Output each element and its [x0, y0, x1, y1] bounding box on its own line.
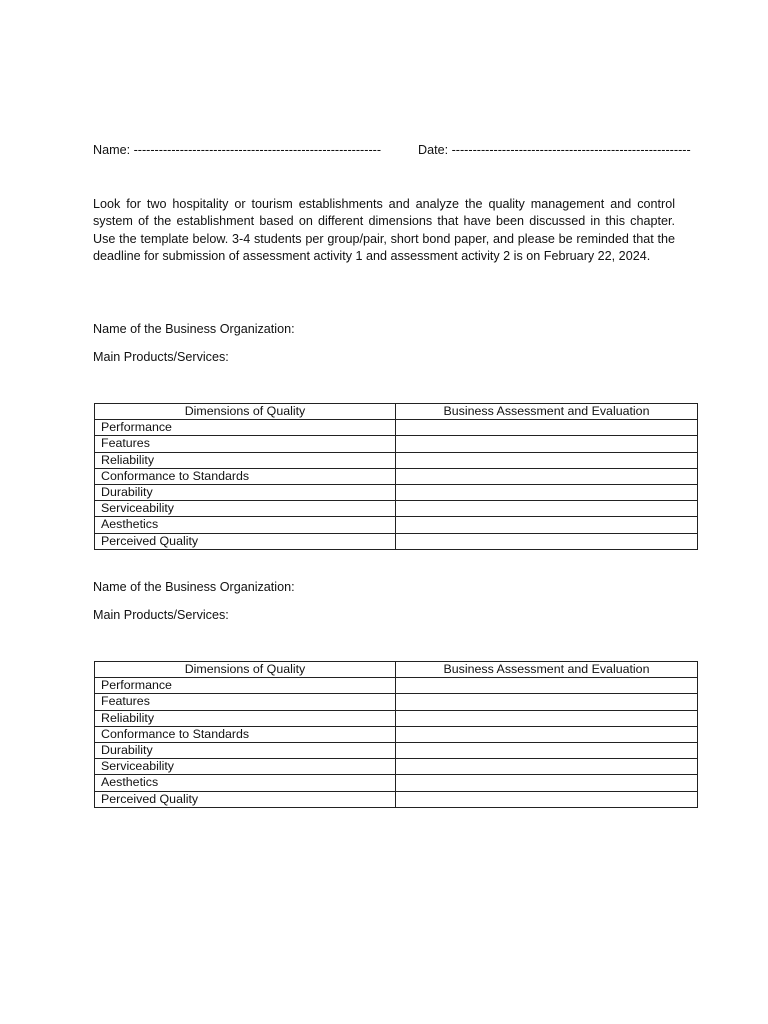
dimension-cell: Aesthetics [95, 517, 396, 533]
assessment-cell [396, 742, 698, 758]
dimension-cell: Reliability [95, 452, 396, 468]
assessment-cell [396, 791, 698, 807]
main-products-label: Main Products/Services: [93, 608, 229, 622]
assessment-cell [396, 775, 698, 791]
table-row [95, 420, 698, 436]
table-row [95, 533, 698, 549]
assessment-cell [396, 517, 698, 533]
dimension-cell: Durability [95, 742, 396, 758]
assessment-cell [396, 694, 698, 710]
business-organization-label: Name of the Business Organization: [93, 580, 295, 594]
dimension-cell: Conformance to Standards [95, 468, 396, 484]
dimensions-header: Dimensions of Quality [95, 662, 396, 678]
assessment-cell [396, 533, 698, 549]
table-row [95, 759, 698, 775]
dimension-cell: Perceived Quality [95, 533, 396, 549]
quality-dimensions-table [94, 403, 698, 550]
table-row [95, 726, 698, 742]
table-row [95, 501, 698, 517]
table-row [95, 710, 698, 726]
dimension-cell: Reliability [95, 710, 396, 726]
business-organization-label: Name of the Business Organization: [93, 322, 295, 336]
dimension-cell: Serviceability [95, 759, 396, 775]
dimensions-header: Dimensions of Quality [95, 404, 396, 420]
assessment-cell [396, 678, 698, 694]
table-row [95, 694, 698, 710]
assessment-cell [396, 484, 698, 500]
dimension-cell: Features [95, 694, 396, 710]
table-header-row [95, 662, 698, 678]
assessment-header: Business Assessment and Evaluation [396, 404, 698, 420]
assessment-cell [396, 726, 698, 742]
table-row [95, 742, 698, 758]
table-row [95, 791, 698, 807]
dimension-cell: Performance [95, 420, 396, 436]
dimension-cell: Conformance to Standards [95, 726, 396, 742]
table-header-row [95, 404, 698, 420]
dimension-cell: Serviceability [95, 501, 396, 517]
instructions-paragraph: Look for two hospitality or tourism establishments and analyze the quality management and control system of the establishment based on different dimensions that have been discussed in this chapter. Use the template below. 3-4 students per group/pair, short bond paper, and please be reminded that the deadline for submission of assessment activity 1 and assessment activity 2 is on February 22, 2024. [93, 197, 675, 264]
assessment-cell [396, 468, 698, 484]
assessment-cell [396, 436, 698, 452]
dimension-cell: Performance [95, 678, 396, 694]
assessment-cell [396, 501, 698, 517]
main-products-label: Main Products/Services: [93, 350, 229, 364]
assessment-cell [396, 420, 698, 436]
table-row [95, 436, 698, 452]
date-field-line: Date: --------------------------------------------------------- [418, 143, 691, 157]
table-row [95, 775, 698, 791]
table-row [95, 484, 698, 500]
dimension-cell: Durability [95, 484, 396, 500]
table-row [95, 468, 698, 484]
name-field-line: Name: ----------------------------------------------------------- [93, 143, 382, 157]
assessment-cell [396, 759, 698, 775]
table-row [95, 517, 698, 533]
quality-dimensions-table [94, 661, 698, 808]
assessment-cell [396, 452, 698, 468]
dimension-cell: Perceived Quality [95, 791, 396, 807]
dimension-cell: Features [95, 436, 396, 452]
assessment-cell [396, 710, 698, 726]
dimension-cell: Aesthetics [95, 775, 396, 791]
assessment-header: Business Assessment and Evaluation [396, 662, 698, 678]
table-row [95, 678, 698, 694]
table-row [95, 452, 698, 468]
